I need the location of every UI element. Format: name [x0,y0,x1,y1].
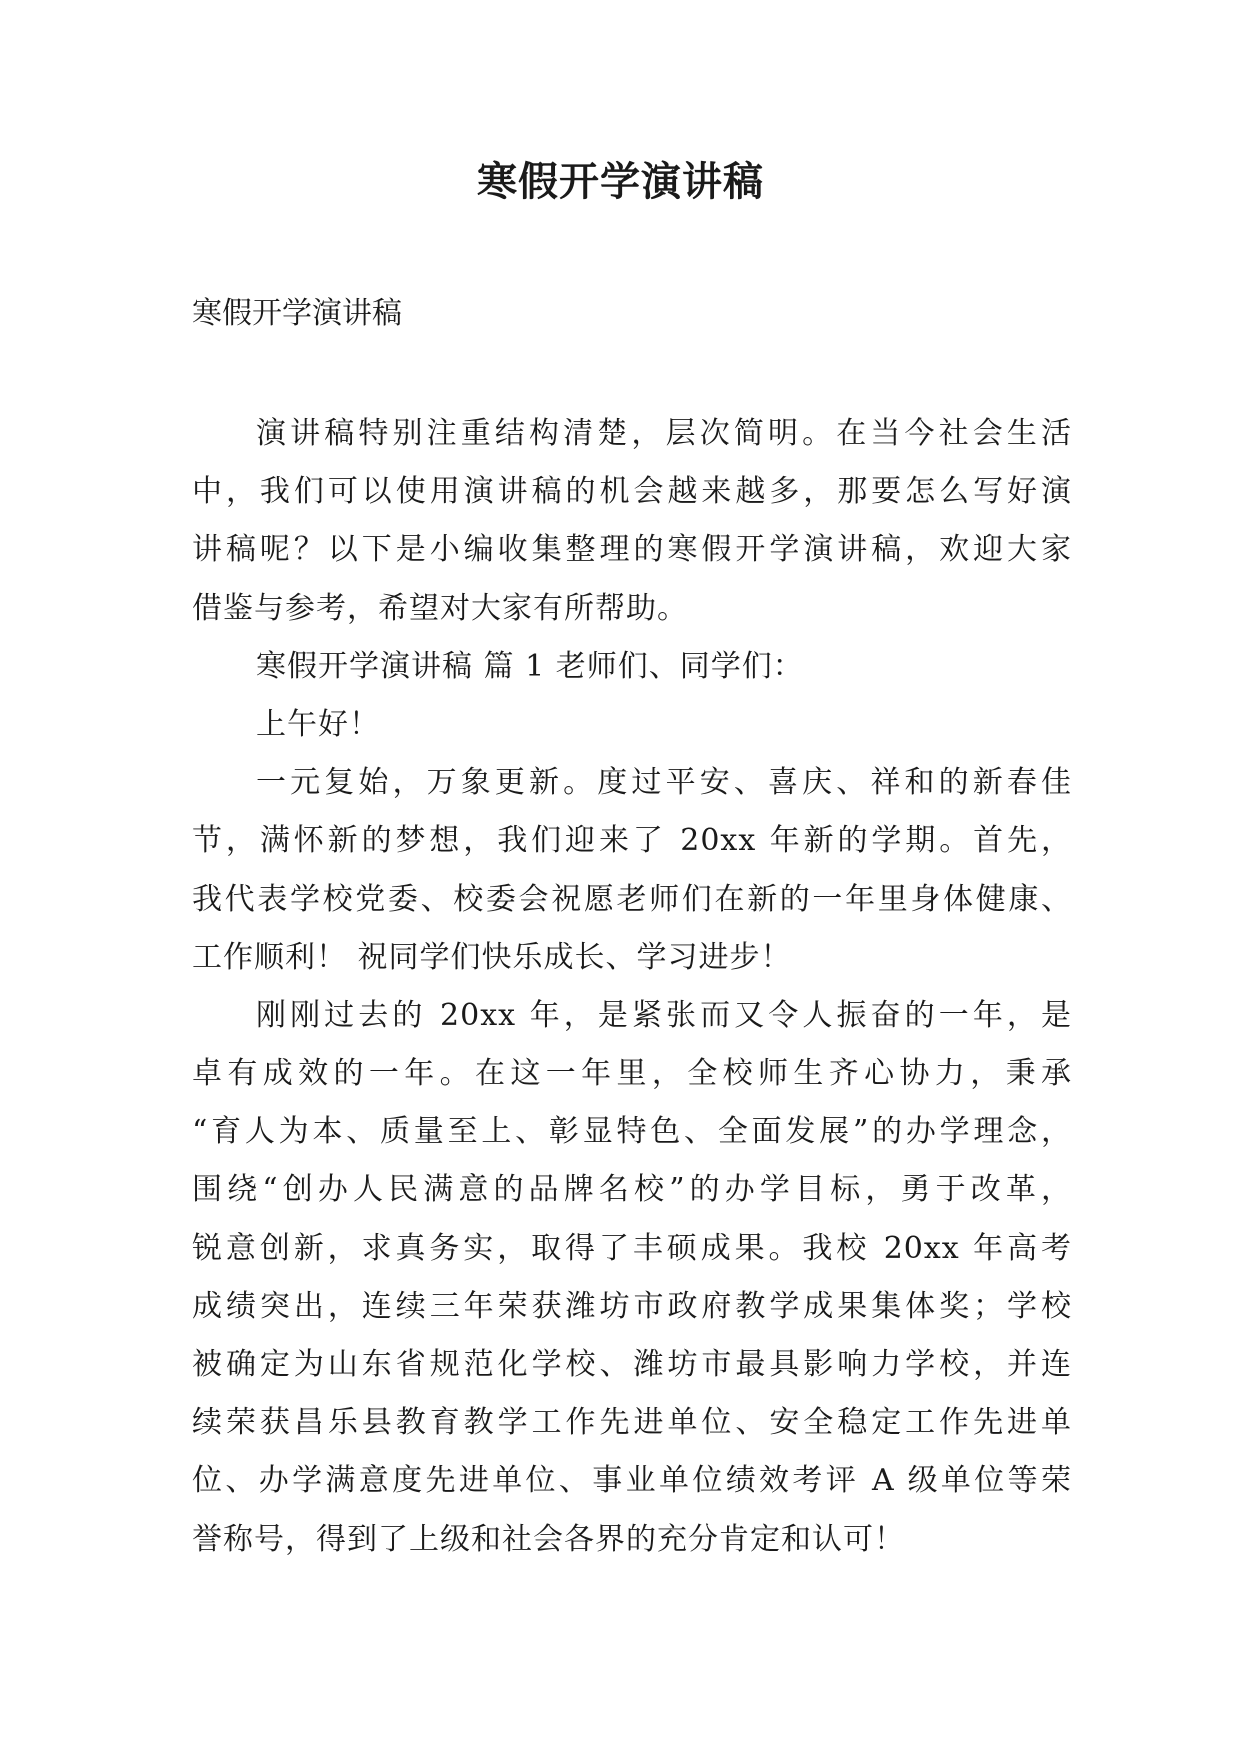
body-line: 被确定为山东省规范化学校、潍坊市最具影响力学校，并连 [192,1347,1072,1382]
body-line: 演讲稿特别注重结构清楚，层次简明。在当今社会生活 [256,416,1072,451]
body-line: 成绩突出，连续三年荣获潍坊市政府教学成果集体奖；学校 [192,1288,1072,1324]
body-line: 誉称号，得到了上级和社会各界的充分肯定和认可！ [192,1521,905,1557]
document-body [192,405,1072,1569]
body-line: 位、办学满意度先进单位、事业单位绩效考评 A 级单位等荣 [192,1463,1072,1499]
body-line: 中，我们可以使用演讲稿的机会越来越多，那要怎么写好演 [192,474,1072,510]
body-line: 续荣获昌乐县教育教学工作先进单位、安全稳定工作先进单 [192,1405,1072,1441]
body-line: 上午好！ [256,706,380,742]
body-line: 借鉴与参考，希望对大家有所帮助。 [192,590,688,626]
body-line: 围绕“创办人民满意的品牌名校”的办学目标，勇于改革， [192,1172,1072,1208]
body-line: 刚刚过去的 20xx 年，是紧张而又令人振奋的一年，是 [256,997,1072,1033]
body-line: 寒假开学演讲稿 篇 1 老师们、同学们： [256,648,804,684]
body-line: 我代表学校党委、校委会祝愿老师们在新的一年里身体健康、 [192,881,1072,917]
body-line: “育人为本、质量至上、彰显特色、全面发展”的办学理念， [192,1114,1072,1150]
body-line: 一元复始，万象更新。度过平安、喜庆、祥和的新春佳 [256,765,1072,801]
body-line: 卓有成效的一年。在这一年里，全校师生齐心协力，秉承 [192,1056,1072,1092]
body-line: 讲稿呢？以下是小编收集整理的寒假开学演讲稿，欢迎大家 [192,532,1072,568]
document-title: 寒假开学演讲稿 [477,158,764,205]
body-line: 工作顺利！ 祝同学们快乐成长、学习进步！ [192,939,792,975]
body-line: 锐意创新，求真务实，取得了丰硕成果。我校 20xx 年高考 [192,1230,1072,1266]
body-line: 节，满怀新的梦想，我们迎来了 20xx 年新的学期。首先， [192,823,1072,859]
document-subtitle: 寒假开学演讲稿 [192,296,402,331]
